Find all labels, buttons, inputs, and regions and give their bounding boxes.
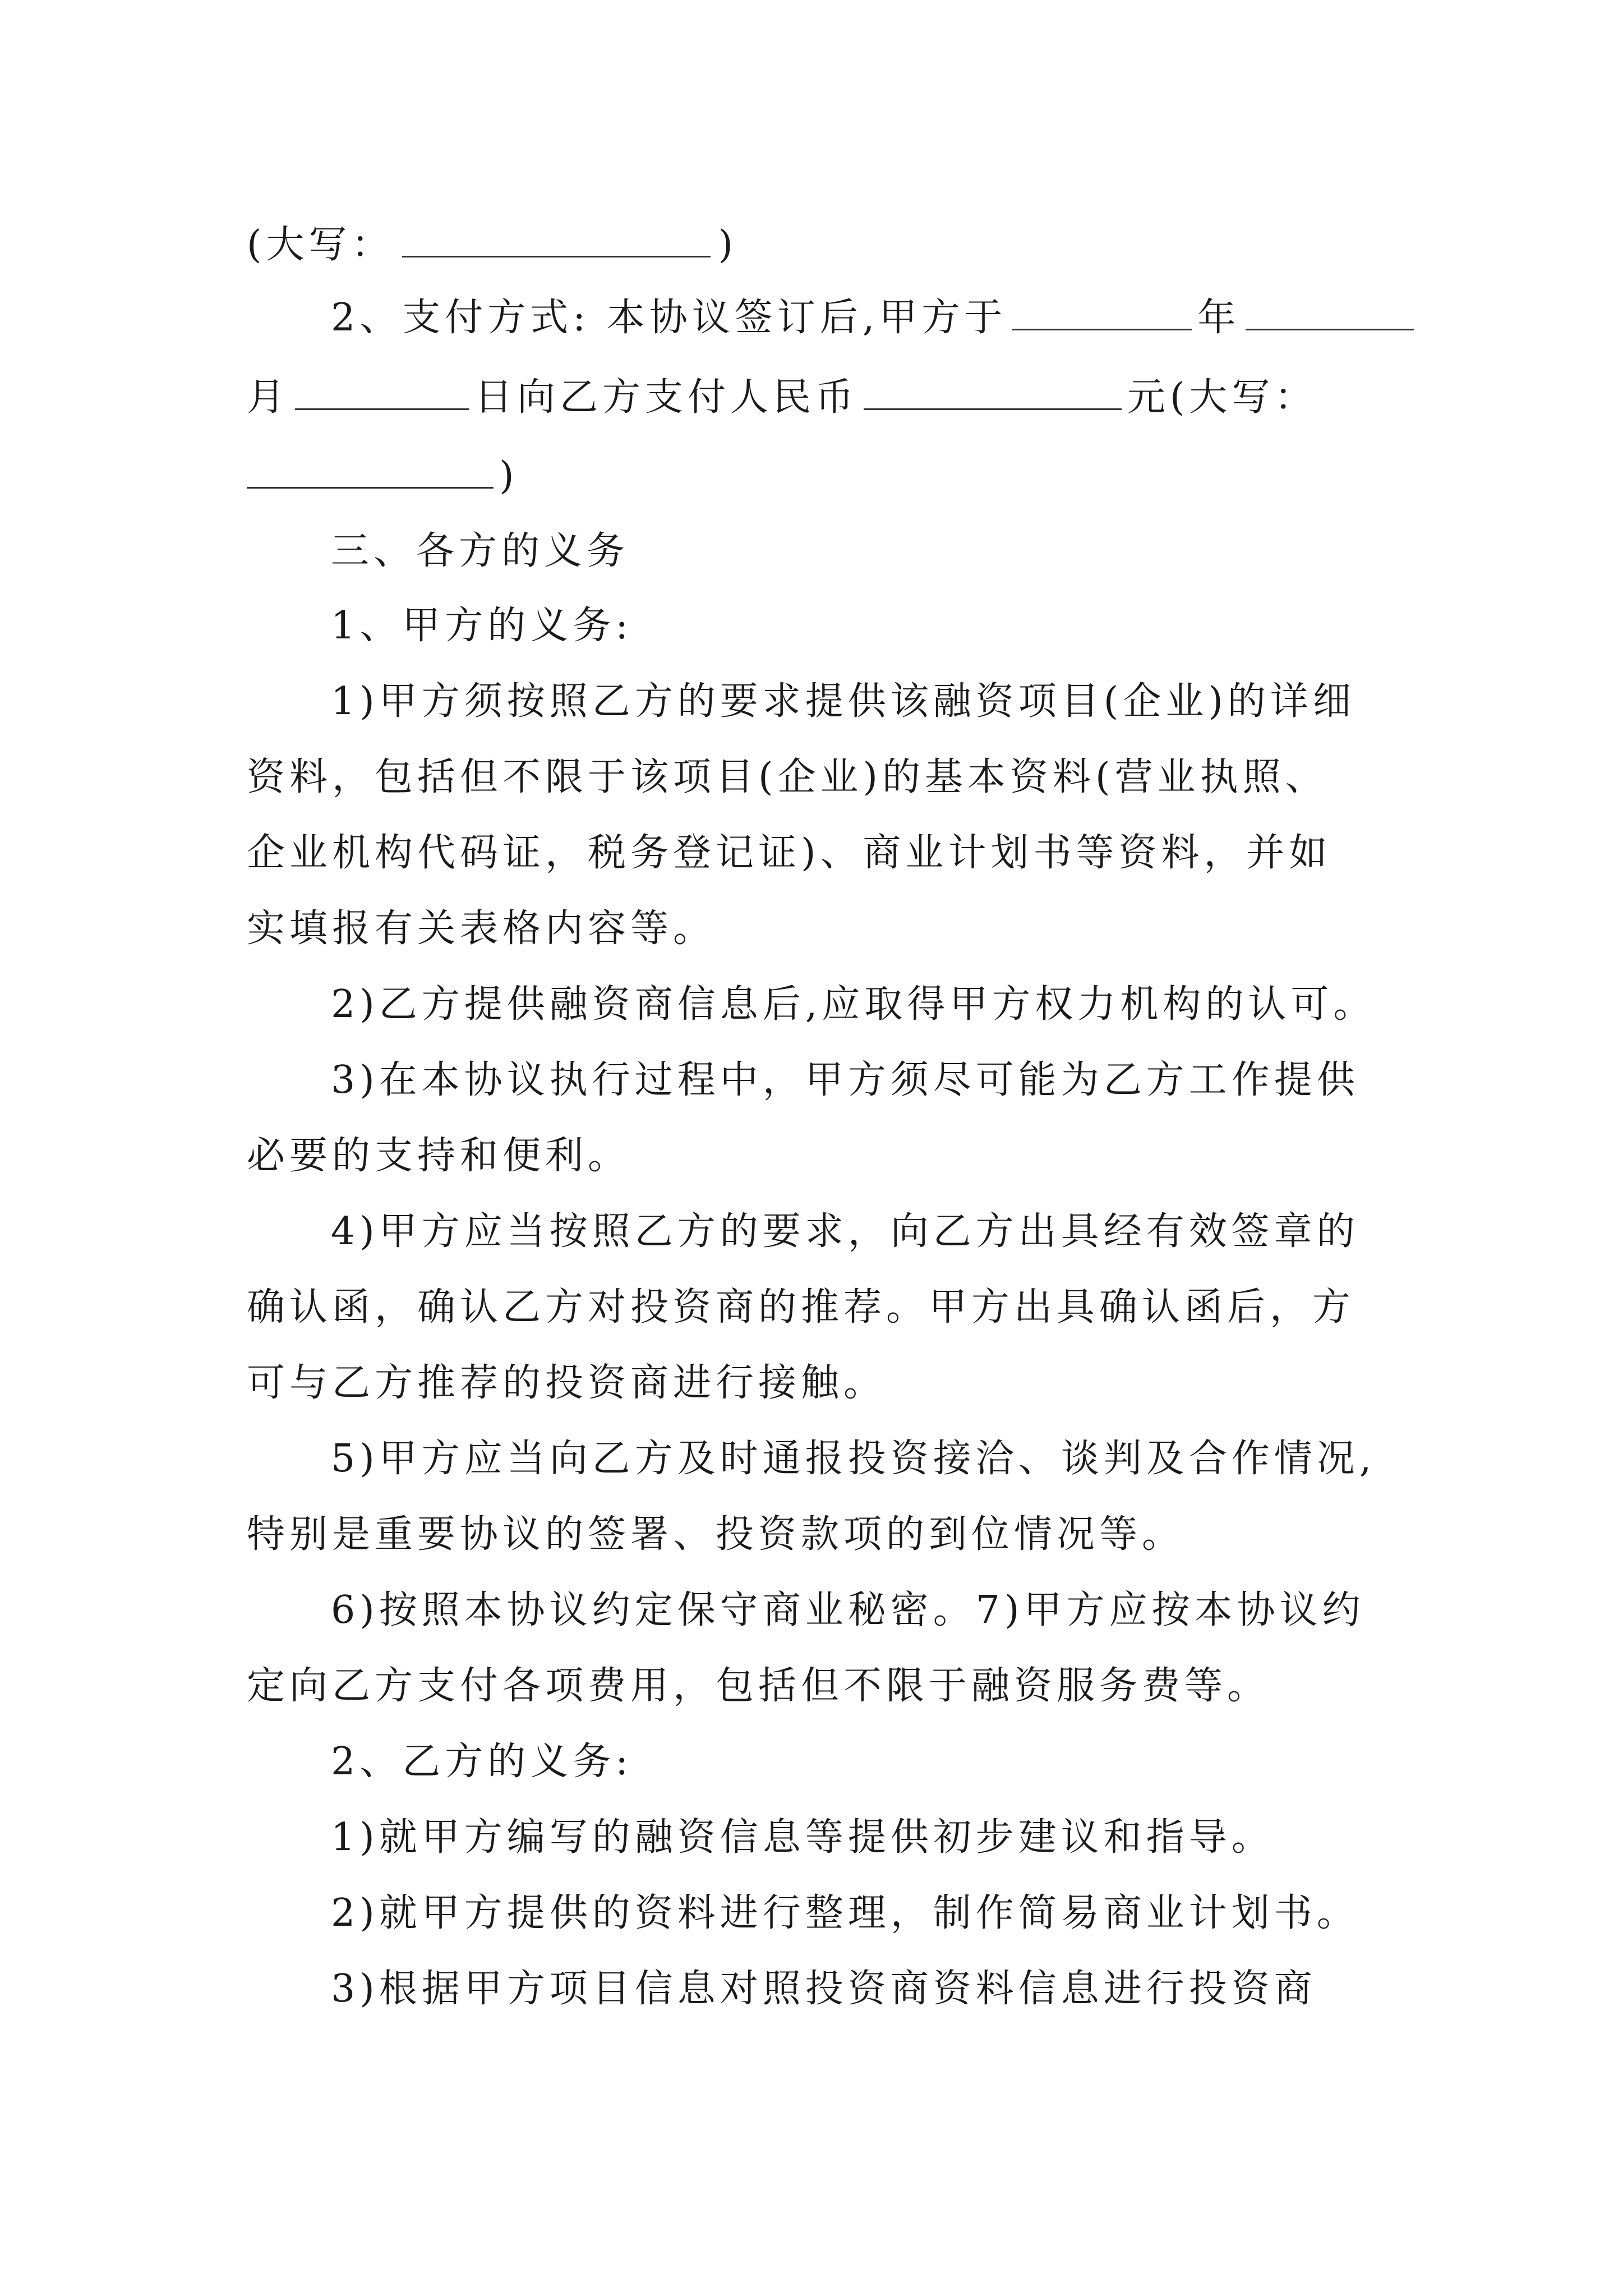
party-a-line: 定向乙方支付各项费用，包括但不限于融资服务费等。 — [247, 1664, 1270, 1708]
payment-method-line — [331, 291, 1414, 345]
party-a-line: 可与乙方推荐的投资商进行接触。 — [247, 1361, 887, 1405]
payment-date-line — [247, 370, 1317, 425]
party-b-line: 3)根据甲方项目信息对照投资商资料信息进行投资商 — [331, 1967, 1317, 2011]
party-a-line: 4)甲方应当按照乙方的要求，向乙方出具经有效签章的 — [331, 1209, 1359, 1254]
party-a-line: 必要的支持和便利。 — [247, 1134, 631, 1178]
day-text: 日向乙方支付人民币 — [474, 375, 859, 420]
party-a-line: 实填报有关表格内容等。 — [247, 907, 716, 951]
party-b-line: 2)就甲方提供的资料进行整理，制作简易商业计划书。 — [331, 1891, 1359, 1935]
party-a-heading: 1、甲方的义务: — [331, 604, 633, 648]
party-a-line: 6)按照本协议约定保守商业秘密。7)甲方应按本协议约 — [331, 1588, 1365, 1632]
amount-cn-blank — [402, 218, 711, 257]
party-a-line: 资料，包括但不限于该项目(企业)的基本资料(营业执照、 — [247, 755, 1328, 799]
amount-in-words-line — [247, 218, 737, 272]
section-title: 三、各方的义务 — [331, 529, 630, 573]
party-a-line: 企业机构代码证，税务登记证)、商业计划书等资料，并如 — [247, 831, 1332, 875]
close-paren: ) — [499, 454, 519, 498]
amount-in-words-line-2 — [247, 449, 519, 503]
amount-cn-close: ) — [718, 223, 738, 267]
rmb-amount-blank — [864, 370, 1122, 410]
year-blank — [1012, 291, 1192, 330]
party-a-line: 3)在本协议执行过程中，甲方须尽可能为乙方工作提供 — [331, 1058, 1359, 1102]
day-blank — [295, 370, 469, 410]
amount-cn-open: (大写： — [247, 223, 394, 267]
party-a-line: 2)乙方提供融资商信息后,应取得甲方权力机构的认可。 — [331, 982, 1376, 1027]
payment-method-label: 2、支付方式: 本协议签订后,甲方于 — [331, 296, 1007, 340]
party-a-line: 5)甲方应当向乙方及时通报投资接洽、谈判及合作情况, — [331, 1437, 1376, 1481]
party-a-line: 确认函，确认乙方对投资商的推荐。甲方出具确认函后，方 — [247, 1285, 1355, 1329]
year-unit: 年 — [1197, 296, 1241, 340]
party-a-line: 1)甲方须按照乙方的要求提供该融资项目(企业)的详细 — [331, 679, 1355, 724]
month-unit: 月 — [247, 375, 290, 420]
party-b-heading: 2、乙方的义务: — [331, 1740, 633, 1784]
party-a-line: 特别是重要协议的签署、投资款项的到位情况等。 — [247, 1512, 1185, 1557]
amount-cn-blank-2 — [247, 449, 494, 489]
month-blank — [1246, 291, 1414, 330]
yuan-text: 元(大写： — [1127, 375, 1317, 420]
party-b-line: 1)就甲方编写的融资信息等提供初步建议和指导。 — [331, 1815, 1274, 1860]
